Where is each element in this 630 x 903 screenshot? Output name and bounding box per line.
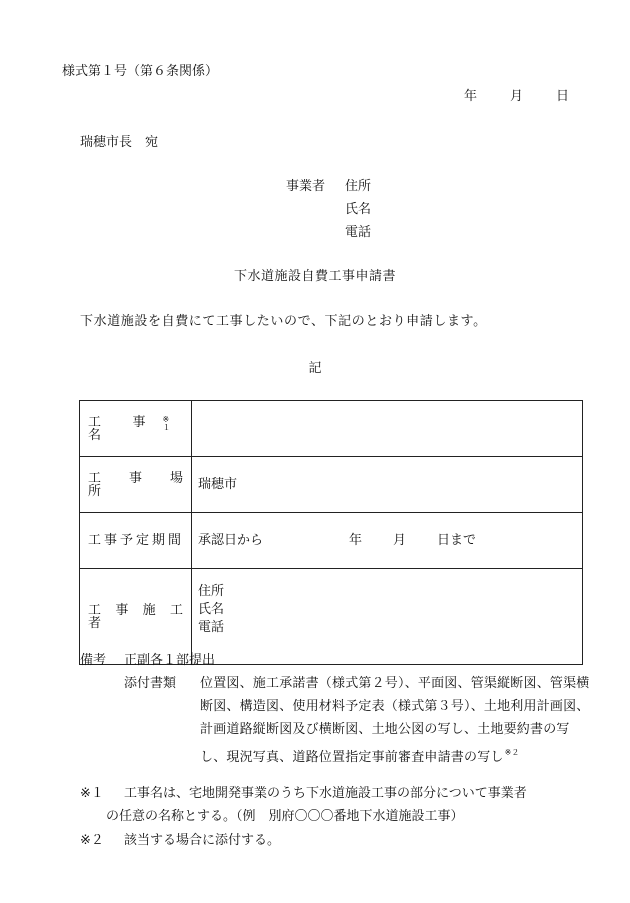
footnote-1-line2: の任意の名称とする。（例 別府〇〇〇番地下水道施設工事） bbox=[106, 809, 464, 824]
table-row-contractor bbox=[80, 569, 583, 665]
applicant-label: 事業者 bbox=[286, 179, 326, 194]
document-title: 下水道施設自費工事申請書 bbox=[233, 269, 396, 284]
footnote-1 bbox=[80, 787, 527, 800]
contractor-name-label: 氏名 bbox=[198, 602, 225, 617]
lead-sentence: 下水道施設を自費にて工事したいので、下記のとおり申請します。 bbox=[80, 314, 487, 329]
notes-line bbox=[80, 654, 215, 667]
table-row-work-period bbox=[80, 513, 583, 569]
period-day: 日まで bbox=[437, 533, 477, 548]
date-year: 年 bbox=[464, 89, 478, 104]
attachments-footnote-mark: ※２ bbox=[504, 748, 520, 757]
contractor-phone-label: 電話 bbox=[198, 620, 225, 635]
period-month: 月 bbox=[393, 533, 407, 548]
period-start: 承認日から bbox=[198, 533, 264, 548]
applicant-address-label: 住所 bbox=[345, 179, 372, 194]
attachments bbox=[124, 677, 590, 769]
footnote-2 bbox=[80, 834, 280, 847]
work-period-label: 工事予定期間 bbox=[88, 533, 185, 548]
work-name-field[interactable] bbox=[192, 401, 583, 457]
applicant-fields bbox=[345, 180, 371, 249]
work-name-label-cell bbox=[80, 401, 192, 457]
contractor-field[interactable] bbox=[192, 569, 583, 665]
work-period-field[interactable] bbox=[192, 513, 583, 569]
notes-copies: 正副各１部提出 bbox=[124, 653, 216, 668]
applicant-name-label: 氏名 bbox=[345, 202, 372, 217]
table-row-work-location bbox=[80, 457, 583, 513]
footnote-1-mark: ※１ bbox=[80, 786, 104, 801]
attachments-label: 添付書類 bbox=[124, 676, 177, 691]
date-month: 月 bbox=[510, 89, 524, 104]
work-location-label-cell bbox=[80, 457, 201, 513]
applicant-phone-label: 電話 bbox=[345, 225, 372, 240]
addressee: 瑞穂市長 宛 bbox=[80, 135, 159, 150]
footnote-2-mark: ※２ bbox=[80, 833, 104, 848]
ki-heading: 記 bbox=[308, 361, 322, 376]
footnote-1-line1: 工事名は、宅地開発事業のうち下水道施設工事の部分について事業者 bbox=[124, 786, 527, 801]
period-year: 年 bbox=[349, 533, 363, 548]
contractor-label: 工事施工者 bbox=[88, 602, 195, 631]
notes-heading: 備考 bbox=[80, 653, 107, 668]
work-location-label: 工事場所 bbox=[88, 470, 201, 499]
application-table bbox=[79, 400, 583, 668]
form-number: 様式第１号（第６条関係） bbox=[62, 64, 219, 79]
attachments-text-block bbox=[200, 672, 590, 769]
work-location-field[interactable]: 瑞穂市 bbox=[192, 457, 583, 513]
work-name-label: 工事名 bbox=[88, 414, 159, 443]
work-period-label-cell bbox=[80, 513, 192, 569]
contractor-address-label: 住所 bbox=[198, 584, 225, 599]
work-name-footnote-mark: ※１ bbox=[162, 414, 175, 432]
footnote-2-text: 該当する場合に添付する。 bbox=[124, 833, 281, 848]
date-day: 日 bbox=[556, 89, 570, 104]
contractor-label-cell bbox=[80, 569, 195, 668]
date-line bbox=[464, 90, 569, 103]
table-row-work-name bbox=[80, 401, 583, 457]
attachments-text: 位置図、施工承諾書（様式第２号）、平面図、管渠縦断図、管渠横断図、構造図、使用材料予定表（様式第３号）、土地利用計画図、計画道路縦断図及び横断図、土地公図の写し、土地要約書の写し、現況写真、道路位置指定事前審査申請書の写し bbox=[200, 676, 590, 765]
